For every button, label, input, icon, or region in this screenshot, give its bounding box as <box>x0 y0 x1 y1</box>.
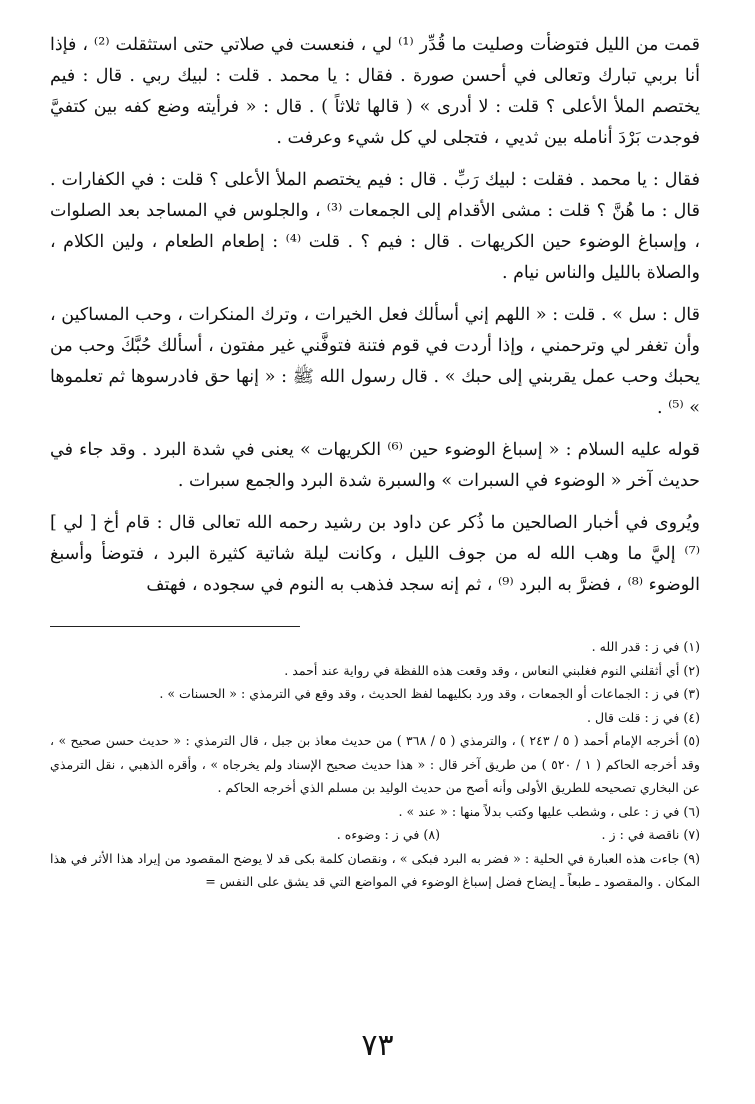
paragraph-5: ويُروى في أخبار الصالحين ما ذُكر عن داود بن رشيد رحمه الله تعالى قال : قام أخ [ لي ] ⁽⁷⁾ إليَّ ما وهب الله له من جوف الليل ، وكانت ليلة شاتية كثيرة البرد ، فتوضأ وأسبغ الوضوء ⁽⁸⁾ ، فضرَّ به البرد ⁽⁹⁾ ، ثم إنه سجد فذهب به النوم في سجوده ، فهتف <box>50 513 700 595</box>
footnote-separator-wrap <box>50 612 700 635</box>
paragraph-2: فقال : يا محمد . فقلت : لبيك رَبِّ . قال : فيم يختصم الملأ الأعلى ؟ قلت : في الكفارات . قال : ما هُنَّ ؟ قلت : مشى الأقدام إلى الجمعات ⁽³⁾ ، والجلوس في المساجد بعد الصلوات ، وإسباغ الوضوء حين الكريهات . قال : فيم ؟ . قلت ⁽⁴⁾ : إطعام الطعام ، ولين الكلام ، والصلاة بالليل والناس نيام . <box>50 170 700 283</box>
footnote-5: (٥) أخرجه الإمام أحمد ( ٥ / ٢٤٣ ) ، والترمذي ( ٥ / ٣٦٨ ) من حديث معاذ بن جبل ، قال الترمذي : « حديث حسن صحيح » ، وقد أخرجه الحاكم ( ١ / ٥٢٠ ) من طريق آخر قال : « هذا حديث صحيح الإسناد ولم يخرجاه » ، وأقره الذهبي ، نقل الترمذي عن البخاري تصحيحه للطريق الأولى وأنه أصح من حديث الوليد بن مسلم الذي أخرجه الحاكم . <box>50 733 701 795</box>
footnote-7: (٧) ناقصة في : ز . <box>601 827 700 842</box>
footnote-1: (١) في ز : قدر الله . <box>591 639 700 654</box>
footnote-4: (٤) في ز : قلت قال . <box>586 709 700 725</box>
paragraph-3: قال : سل » . قلت : « اللهم إني أسألك فعل الخيرات ، وترك المنكرات ، وحب المساكين ، وأن تغفر لي وترحمني ، وإذا أردت في قوم فتنة فتوفَّني غير مفتون ، أسألك حُبَّكَ وحب من يحبك وحب عمل يقربني إلى حبك » . قال رسول الله ﷺ : « إنها حق فادرسوها ثم تعلموها » ⁽⁵⁾ . <box>50 305 700 418</box>
footnote-6: (٦) في ز : على ، وشطب عليها وكتب بدلاً منها : « عند » . <box>398 803 700 819</box>
main-text <box>50 30 700 601</box>
page-number: ٧٣ <box>361 1028 394 1063</box>
footnote-separator <box>50 626 300 627</box>
footnote-8: (٨) في ز : وضوءه . <box>336 827 440 842</box>
footnotes <box>50 635 700 894</box>
footnote-2: (٢) أي أثقلني النوم فغلبني النعاس ، وقد وقعت هذه اللفظة في رواية عند أحمد . <box>284 662 700 678</box>
footnote-9: (٩) جاءت هذه العبارة في الحلية : « فضر به البرد فبكى » ، ونقصان كلمة بكى قد لا يوضح المقصود من إيراد هذا الأثر في هذا المكان . والمقصود ـ طبعاً ـ إيضاح فضل إسباغ الوضوء في المواضع التي قد يشق على النفس = <box>50 850 700 889</box>
footnote-3: (٣) في ز : الجماعات أو الجمعات ، وقد ورد بكليهما لفظ الحديث ، وقد وقع في الترمذي : « الحسنات » . <box>159 686 700 701</box>
paragraph-4: قوله عليه السلام : « إسباغ الوضوء حين ⁽⁶⁾ الكريهات » يعنى في شدة البرد . وقد جاء في حديث آخر « الوضوء في السبرات » والسبرة شدة البرد والجمع سبرات . <box>50 440 701 491</box>
footnote-row-7-8 <box>50 823 700 847</box>
paragraph-1: قمت من الليل فتوضأت وصليت ما قُدِّر ⁽¹⁾ لي ، فنعست في صلاتي حتى استثقلت ⁽²⁾ ، فإذا أنا بربي تبارك وتعالى في أحسن صورة . فقال : يا محمد . قلت : لبيك ربي . قال : فيم يختصم الملأ الأعلى ؟ قلت : لا أدرى » ( قالها ثلاثاً ) . قال : « فرأيته وضع كفه بين كتفيَّ فوجدت بَرْدَ أنامله بين ثديي ، فتجلى لي كل شيء وعرفت . <box>50 35 700 148</box>
